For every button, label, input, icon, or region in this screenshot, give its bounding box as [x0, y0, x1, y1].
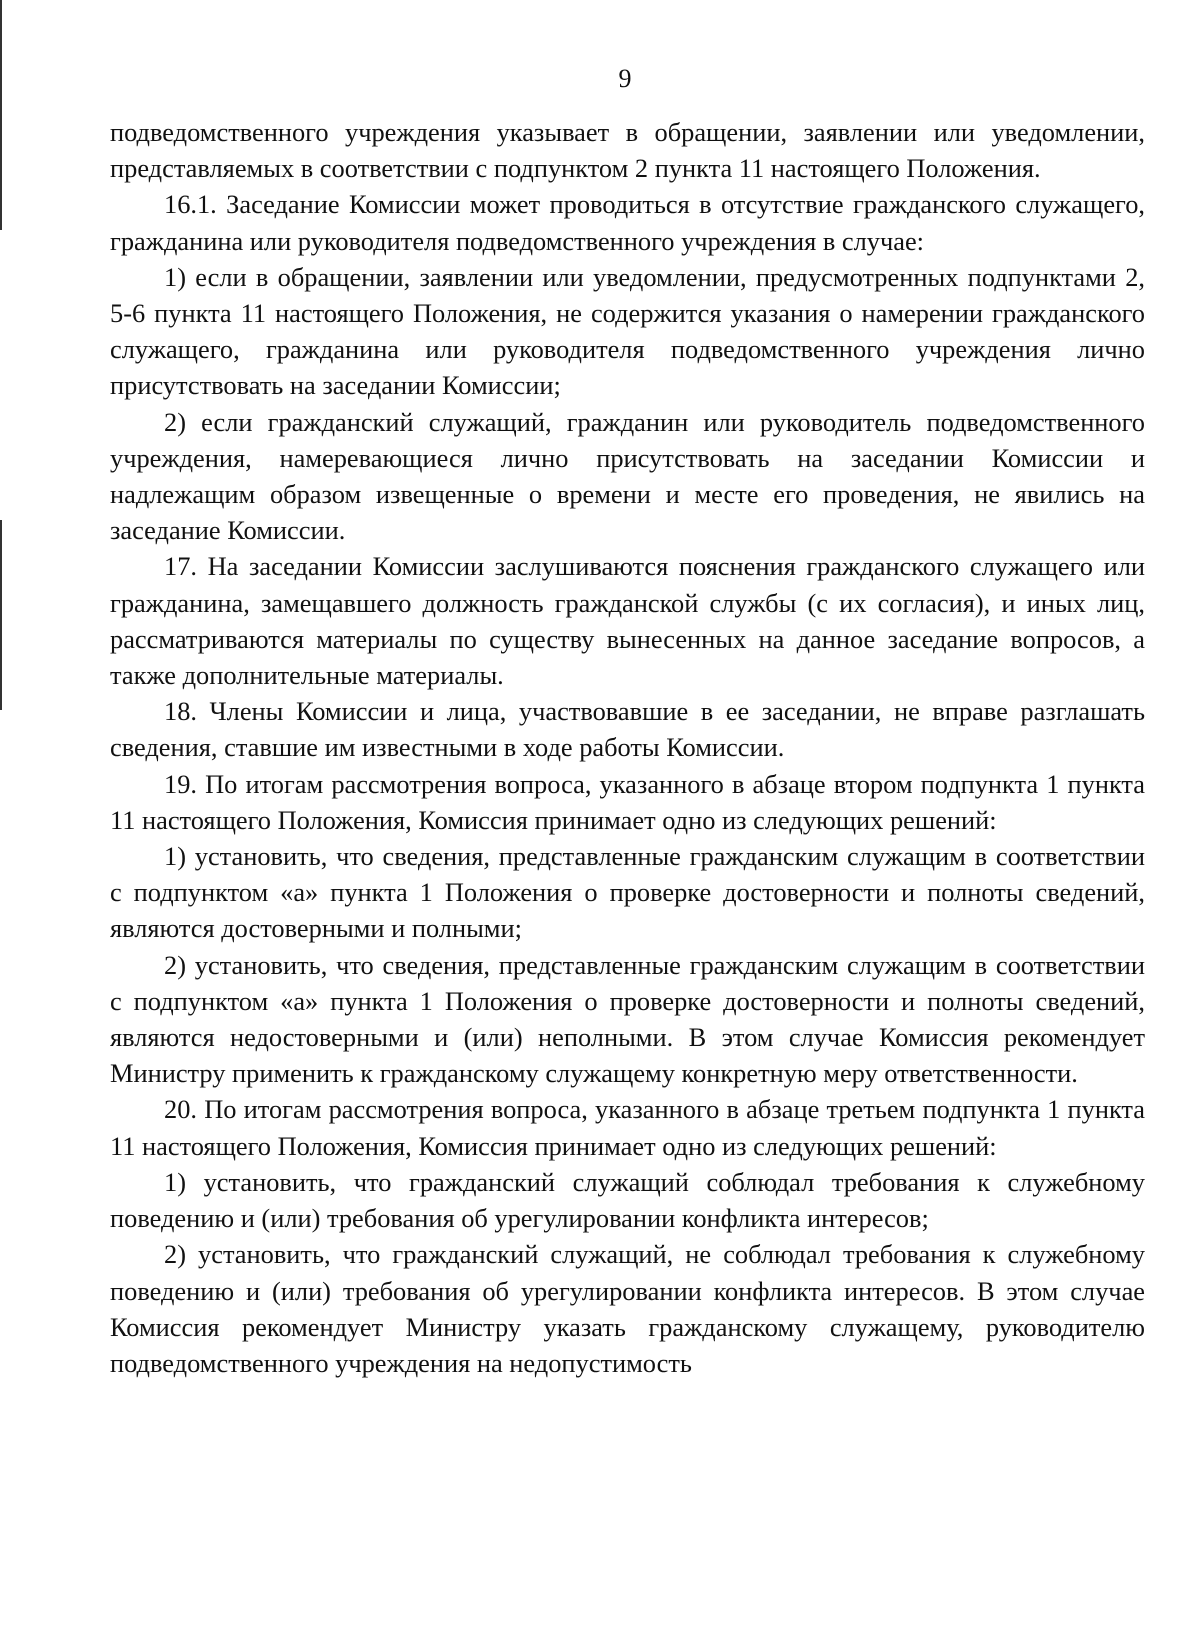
paragraph-20: 20. По итогам рассмотрения вопроса, указанного в абзаце третьем подпункта 1 пункта 11 настоящего Положения, Комиссия принимает одно из следующих решений:	[110, 1094, 1145, 1161]
paragraph-20-item-1: 1) установить, что гражданский служащий соблюдал требования к служебному поведению и (или) требования об урегулировании конфликта интересов;	[110, 1166, 1145, 1234]
document-body	[110, 114, 1145, 1381]
paragraph-17: 17. На заседании Комиссии заслушиваются пояснения гражданского служащего или гражданина, замещавшего должность гражданской службы (с их согласия), и иных лиц, рассматриваются материалы по существу вынесенных на данное заседание вопросов, а также дополнительные материалы.	[110, 551, 1145, 691]
page-number: 9	[618, 64, 632, 93]
paragraph-19-item-1: 1) установить, что сведения, представленные гражданским служащим в соответствии с подпунктом «а» пункта 1 Положения о проверке достоверности и полноты сведений, являются достоверными и полными;	[110, 841, 1145, 944]
paragraph-continuation: подведомственного учреждения указывает в обращении, заявлении или уведомлении, представляемых в соответствии с подпунктом 2 пункта 11 настоящего Положения.	[110, 117, 1145, 184]
paragraph-16-1-item-1: 1) если в обращении, заявлении или уведомлении, предусмотренных подпунктами 2, 5-6 пункта 11 настоящего Положения, не содержится указания о намерении гражданского служащего, гражданина или руководителя подведомственного учреждения лично присутствовать на заседании Комиссии;	[110, 261, 1145, 401]
paragraph-16-1: 16.1. Заседание Комиссии может проводиться в отсутствие гражданского служащего, гражданина или руководителя подведомственного учреждения в случае:	[110, 189, 1145, 256]
paragraph-16-1-item-2: 2) если гражданский служащий, гражданин или руководитель подведомственного учреждения, намеревающиеся лично присутствовать на заседании Комиссии и надлежащим образом извещенные о времени и месте его проведения, не явились на заседание Комиссии.	[110, 406, 1145, 546]
paragraph-20-item-2: 2) установить, что гражданский служащий, не соблюдал требования к служебному поведению и (или) требования об урегулировании конфликта интересов. В этом случае Комиссия рекомендует Министру указать гражданскому служащему, руководителю подведомственного учреждения на недопустимость	[110, 1239, 1145, 1378]
scan-edge-mark	[0, 520, 2, 710]
scan-edge-mark	[0, 0, 2, 230]
paragraph-19-item-2: 2) установить, что сведения, представленные гражданским служащим в соответствии с подпунктом «а» пункта 1 Положения о проверке достоверности и полноты сведений, являются недостоверными и (или) неполными. В этом случае Комиссия рекомендует Министру применить к гражданскому служащему конкретную меру ответственности.	[110, 949, 1145, 1089]
paragraph-19: 19. По итогам рассмотрения вопроса, указанного в абзаце втором подпункта 1 пункта 11 настоящего Положения, Комиссия принимает одно из следующих решений:	[110, 768, 1145, 835]
paragraph-18: 18. Члены Комиссии и лица, участвовавшие в ее заседании, не вправе разглашать сведения, ставшие им известными в ходе работы Комиссии.	[110, 696, 1145, 763]
